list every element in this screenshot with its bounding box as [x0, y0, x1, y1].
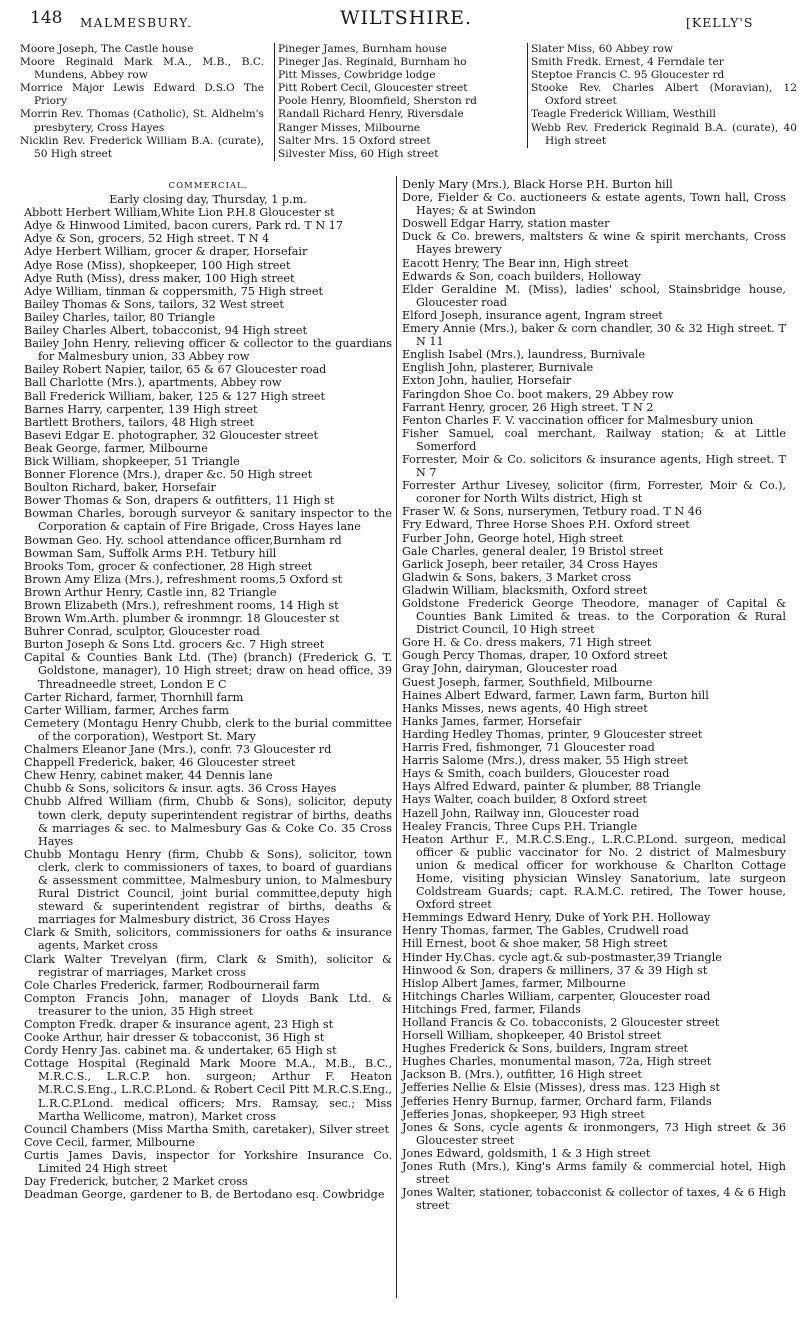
directory-entry: Horsell William, shopkeeper, 40 Bristol street [402, 1029, 662, 1043]
directory-entry: Ball Frederick William, baker, 125 & 127 High street [24, 389, 326, 403]
directory-entry: Bowman Sam, Suffolk Arms P.H. Tetbury hill [24, 546, 277, 560]
directory-entry: Chubb Montagu Henry (firm, Chubb & Sons), solicitor, town clerk, clerk to commissioners of taxes, to board of guardians & assessment committee, Malmesbury union, to Malmesbury Rural District Council, joint burial committee,deputy high steward & superintendent registrar of births, deaths & marriages for Malmesbury district, 36 Cross Hayes [24, 847, 392, 927]
directory-entry: Hill Ernest, boot & shoe maker, 58 High street [402, 937, 668, 951]
directory-entry: Hays Alfred Edward, painter & plumber, 88 Triangle [402, 780, 701, 794]
directory-entry: Bailey Thomas & Sons, tailors, 32 West street [24, 297, 284, 311]
directory-entry: Morrin Rev. Thomas (Catholic), St. Aldhelm's presbytery, Cross Hayes [20, 108, 264, 134]
directory-entry: Pineger James, Burnham house [278, 43, 447, 55]
directory-entry: Bartlett Brothers, tailors, 48 High street [24, 415, 254, 429]
directory-entry: Bonner Florence (Mrs.), draper &c. 50 High street [24, 468, 313, 482]
directory-entry: Cottage Hospital (Reginald Mark Moore M.A., M.B., B.C., M.R.C.S., L.R.C.P. hon. surgeon; Arthur F. Heaton M.R.C.S.Eng., L.R.C.P.Lond. & Robert Cecil Pitt M.R.C.S.Eng., L.R.C.P.Lond. medical officers; Mrs. Ramsay, sec.; Miss Martha Wellicome, matron), Market cross [24, 1057, 392, 1123]
directory-entry: Compton Fredk. draper & insurance agent, 23 High st [24, 1018, 334, 1031]
directory-entry: Abbott Herbert William,White Lion P.H.8 Gloucester st [24, 206, 335, 220]
directory-entry: Chubb & Sons, solicitors & insur. agts. 36 Cross Hayes [24, 782, 337, 796]
directory-entry: Slater Miss, 60 Abbey row [531, 43, 673, 55]
directory-entry: Bailey Robert Napier, tailor, 65 & 67 Gloucester road [24, 363, 327, 377]
directory-entry: Bailey Charles Albert, tobacconist, 94 High street [24, 324, 308, 338]
directory-entry: Chalmers Eleanor Jane (Mrs.), confr. 73 Gloucester rd [24, 743, 332, 757]
directory-entry: Adye & Hinwood Limited, bacon curers, Park rd. T N 17 [24, 219, 343, 233]
directory-entry: Bower Thomas & Son, drapers & outfitters, 11 High st [24, 494, 335, 508]
directory-entry: Compton Francis John, manager of Lloyds Bank Ltd. & treasurer to the union, 35 High street [24, 991, 392, 1018]
directory-entry: Chew Henry, cabinet maker, 44 Dennis lane [24, 769, 273, 783]
directory-entry: Webb Rev. Frederick Reginald B.A. (curate), 40 High street [531, 121, 797, 147]
directory-entry: Harding Hedley Thomas, printer, 9 Gloucester street [402, 727, 703, 741]
directory-entry: Pitt Robert Cecil, Gloucester street [278, 82, 468, 95]
directory-entry: Boulton Richard, baker, Horsefair [24, 481, 216, 495]
directory-entry: Carter William, farmer, Arches farm [24, 703, 229, 717]
directory-entry: Brown Amy Eliza (Mrs.), refreshment rooms,5 Oxford st [24, 572, 343, 586]
directory-entry: Buhrer Conrad, sculptor, Gloucester road [24, 625, 260, 639]
directory-entry: Gale Charles, general dealer, 19 Bristol street [402, 544, 664, 558]
directory-entry: Beak George, farmer, Milbourne [24, 441, 208, 455]
directory-entry: Hinder Hy.Chas. cycle agt.& sub-postmaster,39 Triangle [402, 950, 722, 964]
directory-entry: Gray John, dairyman, Gloucester road [402, 662, 618, 676]
directory-entry: Moore Joseph, The Castle house [20, 43, 194, 55]
directory-entry: Carter Richard, farmer, Thornhill farm [24, 690, 244, 704]
directory-entry: Jackson B. (Mrs.), outfitter, 16 High street [402, 1068, 642, 1082]
directory-entry: Brooks Tom, grocer & confectioner, 28 High street [24, 559, 313, 573]
directory-entry: Hislop Albert James, farmer, Milbourne [402, 976, 626, 990]
directory-entry: Holland Francis & Co. tobacconists, 2 Gloucester street [402, 1016, 720, 1029]
directory-entry: Henry Thomas, farmer, The Gables, Crudwell road [402, 924, 689, 938]
directory-entry: Bailey John Henry, relieving officer & collector to the guardians for Malmesbury union, 33 Abbey row [24, 337, 392, 364]
directory-entry: Harris Fred, fishmonger, 71 Gloucester road [402, 741, 655, 755]
directory-entry: Fenton Charles F. V. vaccination officer for Malmesbury union [402, 413, 754, 427]
directory-entry: Fraser W. & Sons, nurserymen, Tetbury road. T N 46 [402, 505, 702, 519]
directory-entry: Cemetery (Montagu Henry Chubb, clerk to the burial committee of the corporation), Westport St. Mary [24, 716, 392, 743]
directory-entry: Faringdon Shoe Co. boot makers, 29 Abbey row [402, 387, 674, 401]
directory-entry: Gore H. & Co. dress makers, 71 High street [402, 636, 652, 650]
directory-entry: Bick William, shopkeeper, 51 Triangle [24, 454, 240, 468]
directory-entry: Doswell Edgar Harry, station master [402, 217, 610, 231]
directory-entry: Cole Charles Frederick, farmer, Rodbournerail farm [24, 978, 320, 992]
directory-entry: Randall Richard Henry, Riversdale [278, 108, 464, 121]
directory-entry: Hughes Frederick & Sons, builders, Ingram street [402, 1042, 689, 1056]
commercial-left-list [24, 206, 392, 1201]
directory-entry: Goldstone Frederick George Theodore, manager of Capital & Counties Bank Limited & treas. to the Corporation & Rural District Council, 10 High street [402, 597, 786, 637]
directory-entry: Curtis James Davis, inspector for Yorkshire Insurance Co. Limited 24 High street [24, 1148, 392, 1176]
directory-entry: Hemmings Edward Henry, Duke of York P.H. Holloway [402, 911, 711, 925]
directory-entry: Hitchings Fred, farmer, Filands [402, 1002, 581, 1016]
directory-entry: Poole Henry, Bloomfield, Sherston rd [278, 95, 477, 108]
page-header [0, 8, 800, 32]
directory-entry: Cooke Arthur, hair dresser & tobacconist, 36 High st [24, 1031, 325, 1045]
directory-entry: Jones Ruth (Mrs.), King's Arms family & commercial hotel, High street [402, 1160, 786, 1187]
directory-entry: Emery Annie (Mrs.), baker & corn chandler, 30 & 32 High street. T N 11 [402, 322, 786, 349]
directory-entry: Haines Albert Edward, farmer, Lawn farm, Burton hill [402, 688, 709, 702]
county-heading: WILTSHIRE. [340, 7, 473, 29]
private-residents-col-2 [274, 43, 524, 161]
directory-entry: Fry Edward, Three Horse Shoes P.H. Oxford street [402, 518, 690, 532]
column-divider [396, 176, 397, 1298]
directory-entry: Cordy Henry Jas. cabinet ma. & undertaker, 65 High st [24, 1044, 337, 1058]
directory-entry: Jefferies Jonas, shopkeeper, 93 High street [402, 1107, 645, 1121]
directory-entry: Edwards & Son, coach builders, Holloway [402, 269, 641, 283]
directory-entry: Ball Charlotte (Mrs.), apartments, Abbey row [24, 376, 282, 390]
directory-entry: Day Frederick, butcher, 2 Market cross [24, 1175, 248, 1189]
directory-entry: Hinwood & Son, drapers & milliners, 37 & 39 High st [402, 963, 708, 977]
directory-entry: Forrester, Moir & Co. solicitors & insurance agents, High street. T N 7 [402, 452, 786, 480]
directory-entry: English Isabel (Mrs.), laundress, Burnivale [402, 348, 646, 362]
directory-entry: Denly Mary (Mrs.), Black Horse P.H. Burton hill [402, 178, 673, 191]
directory-entry: Salter Mrs. 15 Oxford street [278, 134, 431, 147]
directory-entry: Jones Edward, goldsmith, 1 & 3 High street [402, 1146, 651, 1160]
directory-entry: Basevi Edgar E. photographer, 32 Gloucester street [24, 428, 318, 442]
directory-entry: Jones Walter, stationer, tobacconist & collector of taxes, 4 & 6 High street [402, 1186, 786, 1213]
directory-entry: Cove Cecil, farmer, Milbourne [24, 1135, 196, 1149]
directory-entry: Gladwin & Sons, bakers, 3 Market cross [402, 570, 632, 584]
directory-entry: Bowman Geo. Hy. school attendance officer,Burnham rd [24, 533, 342, 547]
directory-entry: Pitt Misses, Cowbridge lodge [278, 69, 436, 82]
commercial-left-column [24, 180, 392, 1201]
directory-entry: Ranger Misses, Milbourne [278, 121, 421, 134]
directory-entry: Teagle Frederick William, Westhill [531, 108, 716, 121]
directory-entry: Nicklin Rev. Frederick William B.A. (curate), 50 High street [20, 134, 264, 160]
directory-entry: Adye Ruth (Miss), dress maker, 100 High street [24, 271, 295, 285]
directory-entry: Elder Geraldine M. (Miss), ladies' school, Stainsbridge house, Gloucester road [402, 282, 786, 309]
directory-entry: Chappell Frederick, baker, 46 Gloucester street [24, 756, 296, 770]
directory-entry: Hays Walter, coach builder, 8 Oxford street [402, 793, 647, 807]
directory-entry: Garlick Joseph, beer retailer, 34 Cross Hayes [402, 557, 658, 571]
directory-entry: Pineger Jas. Reginald, Burnham ho [278, 56, 467, 69]
directory-entry: Heaton Arthur F., M.R.C.S.Eng., L.R.C.P.Lond. surgeon, medical officer & public vaccinator for No. 2 district of Malmesbury union & medical officer for workhouse & Charlton Cottage Home, visiting physician Winsley Sanatorium, late surgeon Coldstream Guards; capt. R.A.M.C. retired, The Tower house, Oxford street [402, 832, 786, 912]
directory-entry: Clark Walter Trevelyan (firm, Clark & Smith), solicitor & registrar of marriages, Market cross [24, 952, 392, 979]
directory-entry: Brown Arthur Henry, Castle inn, 82 Triangle [24, 585, 277, 599]
commercial-right-column [402, 178, 786, 1212]
directory-entry: Hanks Misses, news agents, 40 High street [402, 701, 648, 715]
private-residents-col-1 [20, 43, 264, 161]
directory-entry: Farrant Henry, grocer, 26 High street. T N 2 [402, 400, 654, 414]
early-closing-note: Early closing day, Thursday, 1 p.m. [109, 193, 307, 207]
directory-entry: Moore Reginald Mark M.A., M.B., B.C. Mundens, Abbey row [20, 56, 264, 82]
directory-entry: Dore, Fielder & Co. auctioneers & estate agents, Town hall, Cross Hayes; & at Swindon [402, 191, 786, 218]
private-residents-col-3 [527, 43, 797, 148]
directory-entry: Silvester Miss, 60 High street [278, 147, 439, 160]
directory-entry: Adye William, tinman & coppersmith, 75 High street [24, 284, 323, 298]
directory-entry: Hays & Smith, coach builders, Gloucester road [402, 767, 670, 781]
directory-entry: Brown Wm.Arth. plumber & ironmngr. 18 Gloucester st [24, 612, 340, 626]
directory-entry: Furber John, George hotel, High street [402, 531, 624, 545]
directory-entry: Morrice Major Lewis Edward D.S.O The Priory [20, 82, 264, 108]
directory-entry: Harris Salome (Mrs.), dress maker, 55 High street [402, 754, 688, 768]
directory-entry: Fisher Samuel, coal merchant, Railway station; & at Little Somerford [402, 426, 786, 453]
directory-entry: Brown Elizabeth (Mrs.), refreshment rooms, 14 High st [24, 599, 339, 612]
directory-entry: Burton Joseph & Sons Ltd. grocers &c. 7 High street [24, 638, 325, 652]
directory-entry: Smith Fredk. Ernest, 4 Ferndale ter [531, 56, 724, 69]
directory-entry: Clark & Smith, solicitors, commissioners for oaths & insurance agents, Market cross [24, 926, 392, 953]
directory-entry: Elford Joseph, insurance agent, Ingram street [402, 308, 663, 322]
directory-entry: Capital & Counties Bank Ltd. (The) (branch) (Frederick G. T. Goldstone, manager), 10 High street; draw on head office, 39 Threadneedle street, London E C [24, 651, 392, 691]
directory-entry: Duck & Co. brewers, maltsters & wine & spirit merchants, Cross Hayes brewery [402, 230, 786, 257]
directory-entry: Chubb Alfred William (firm, Chubb & Sons), solicitor, deputy town clerk, deputy superintendent registrar of births, deaths & marriages & sec. to Malmesbury Gas & Coke Co. 35 Cross Hayes [24, 795, 392, 848]
directory-entry: Exton John, haulier, Horsefair [402, 374, 572, 388]
directory-entry: Gough Percy Thomas, draper, 10 Oxford street [402, 649, 668, 663]
directory-entry: Jefferies Nellie & Elsie (Misses), dress mas. 123 High st [402, 1081, 721, 1095]
publisher-heading: [KELLY'S [686, 15, 754, 30]
directory-entry: Guest Joseph, farmer, Southfield, Milbourne [402, 675, 653, 689]
directory-entry: Deadman George, gardener to B. de Bertodano esq. Cowbridge [24, 1188, 385, 1202]
directory-entry: Healey Francis, Three Cups P.H. Triangle [402, 819, 638, 833]
directory-entry: Gladwin William, blacksmith, Oxford street [402, 583, 648, 597]
directory-entry: Hitchings Charles William, carpenter, Gloucester road [402, 989, 711, 1003]
town-heading: MALMESBURY. [80, 16, 193, 30]
directory-entry: Adye Rose (Miss), shopkeeper, 100 High street [24, 258, 291, 272]
directory-entry: Adye & Son, grocers, 52 High street. T N 4 [24, 232, 270, 246]
directory-entry: English John, plasterer, Burnivale [402, 361, 594, 375]
directory-entry: Forrester Arthur Livesey, solicitor (firm, Forrester, Moir & Co.), coroner for North Wilts district, High st [402, 479, 786, 506]
directory-entry: Barnes Harry, carpenter, 139 High street [24, 402, 258, 416]
directory-entry: Steptoe Francis C. 95 Gloucester rd [531, 69, 725, 82]
directory-entry: Hughes Charles, monumental mason, 72a, High street [402, 1055, 712, 1069]
page-number: 148 [30, 8, 63, 28]
directory-entry: Eacott Henry, The Bear inn, High street [402, 256, 629, 270]
directory-entry: Jones & Sons, cycle agents & ironmongers, 73 High street & 36 Gloucester street [402, 1120, 786, 1147]
directory-entry: Bowman Charles, borough surveyor & sanitary inspector to the Corporation & captain of Fire Brigade, Cross Hayes lane [24, 507, 392, 534]
directory-entry: Hanks James, farmer, Horsefair [402, 714, 582, 728]
directory-entry: Adye Herbert William, grocer & draper, Horsefair [24, 245, 308, 259]
directory-entry: Hazell John, Railway inn, Gloucester road [402, 806, 640, 820]
section-heading: COMMERCIAL. [168, 181, 248, 191]
directory-entry: Council Chambers (Miss Martha Smith, caretaker), Silver street [24, 1122, 389, 1136]
directory-entry: Jefferies Henry Burnup, farmer, Orchard farm, Filands [402, 1094, 712, 1108]
directory-entry: Bailey Charles, tailor, 80 Triangle [24, 310, 216, 324]
directory-entry: Stooke Rev. Charles Albert (Moravian), 12 Oxford street [531, 82, 797, 108]
